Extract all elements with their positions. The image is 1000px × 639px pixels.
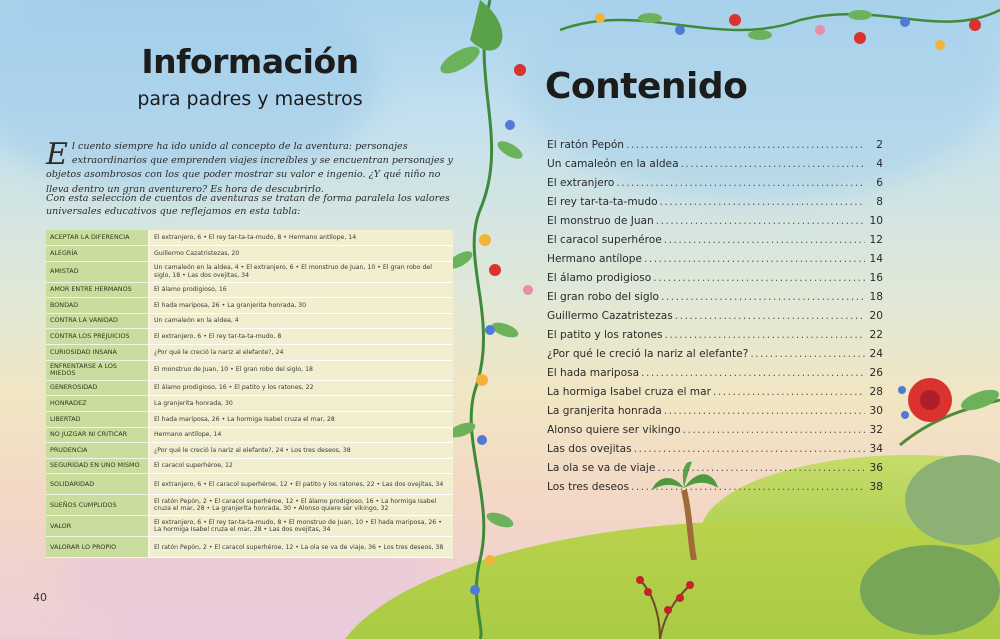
toc-entry[interactable] <box>547 424 883 443</box>
toc-entry-page: 4 <box>876 158 883 170</box>
intro-paragraph-2: Con esta selección de cuentos de aventuras se tratan de forma paralela los valores universales educativos que reflejamos en esta tabla: <box>46 193 450 217</box>
toc-entry[interactable] <box>547 177 883 196</box>
toc-entry-title: El álamo prodigioso <box>547 272 652 284</box>
toc-entry-page: 6 <box>876 177 883 189</box>
toc-leader-dots <box>713 386 865 398</box>
value-cell: CONTRA LA VANIDAD <box>46 313 149 329</box>
value-cell: ALEGRÍA <box>46 246 149 262</box>
value-cell: GENEROSIDAD <box>46 380 149 396</box>
intro-text: l cuento siempre ha ido unido al concepto de la aventura: personajes extraordinarios que emprenden viajes increíbles y se encuentran personajes y objetos asombrosos con los que poder mostrar su valor e ingenio. ¿Y qué niño no lleva dentro un gran aventurero? Es hora de descubrirlo. <box>46 141 453 195</box>
toc-entry-title: El gran robo del siglo <box>547 291 659 303</box>
toc-leader-dots <box>665 329 865 341</box>
table-row <box>46 443 453 459</box>
toc-entry[interactable] <box>547 272 883 291</box>
table-row <box>46 412 453 428</box>
toc-entry-title: El extranjero <box>547 177 615 189</box>
value-cell: ENFRENTARSE A LOS MIEDOS <box>46 360 149 380</box>
toc-entry[interactable] <box>547 405 883 424</box>
toc-leader-dots <box>616 177 865 189</box>
table-row <box>46 313 453 329</box>
page-title-info: Información <box>141 42 359 81</box>
stories-cell: El ratón Pepón, 2 • El caracol superhéroe, 12 • El álamo prodigioso, 16 • La hormiga Isabel cruza el mar, 28 • La granjerita honrada, 30 • Alonso quiere ser vikingo, 32 <box>149 495 453 516</box>
table-row <box>46 495 453 516</box>
toc-leader-dots <box>656 215 865 227</box>
stories-cell: El caracol superhéroe, 12 <box>149 458 453 474</box>
stories-cell: El ratón Pepón, 2 • El caracol superhéroe, 12 • La ola se va de viaje, 36 • Los tres deseos, 38 <box>149 537 453 558</box>
stories-cell: El extranjero, 6 • El rey tar-ta-ta-mudo, 8 • Hermano antílope, 14 <box>149 230 453 246</box>
toc-entry[interactable] <box>547 329 883 348</box>
toc-leader-dots <box>634 443 865 455</box>
toc-leader-dots <box>664 234 865 246</box>
toc-entry[interactable] <box>547 158 883 177</box>
toc-entry-title: Las dos ovejitas <box>547 443 632 455</box>
toc-entry-page: 10 <box>869 215 883 227</box>
table-row <box>46 261 453 282</box>
value-cell: LIBERTAD <box>46 412 149 428</box>
values-table <box>46 230 453 558</box>
toc-entry-page: 16 <box>869 272 883 284</box>
toc-entry-page: 8 <box>876 196 883 208</box>
toc-leader-dots <box>626 139 865 151</box>
toc-leader-dots <box>653 272 865 284</box>
toc-leader-dots <box>660 196 865 208</box>
toc-entry-title: Guillermo Cazatristezas <box>547 310 673 322</box>
toc-entry[interactable] <box>547 348 883 367</box>
table-row <box>46 230 453 246</box>
table-row <box>46 246 453 262</box>
toc-entry-title: El caracol superhéroe <box>547 234 662 246</box>
toc-leader-dots <box>641 367 865 379</box>
stories-cell: El álamo prodigioso, 16 <box>149 282 453 298</box>
berries-illustration <box>620 570 700 639</box>
toc-entry[interactable] <box>547 462 883 481</box>
toc-entry[interactable] <box>547 291 883 310</box>
stories-cell: Un camaleón en la aldea, 4 • El extranjero, 6 • El monstruo de Juan, 10 • El gran robo del siglo, 18 • Las dos ovejitas, 34 <box>149 261 453 282</box>
toc-entry-title: El monstruo de Juan <box>547 215 654 227</box>
toc-entry-page: 18 <box>869 291 883 303</box>
toc-entry[interactable] <box>547 215 883 234</box>
toc-leader-dots <box>657 462 865 474</box>
stories-cell: El hada mariposa, 26 • La granjerita honrada, 30 <box>149 298 453 314</box>
intro-paragraph <box>46 137 456 197</box>
toc-entry-title: La hormiga Isabel cruza el mar <box>547 386 711 398</box>
toc-entry-page: 26 <box>869 367 883 379</box>
value-cell: HONRADEZ <box>46 396 149 412</box>
toc-entry[interactable] <box>547 443 883 462</box>
toc-leader-dots <box>683 424 865 436</box>
stories-cell: Hermano antílope, 14 <box>149 427 453 443</box>
table-row <box>46 537 453 558</box>
toc-entry[interactable] <box>547 253 883 272</box>
value-cell: AMISTAD <box>46 261 149 282</box>
vine-illustration <box>440 0 560 639</box>
value-cell: NO JUZGAR NI CRITICAR <box>46 427 149 443</box>
value-cell: SEGURIDAD EN UNO MISMO <box>46 458 149 474</box>
toc-entry[interactable] <box>547 386 883 405</box>
table-row <box>46 427 453 443</box>
toc-entry-page: 14 <box>869 253 883 265</box>
stories-cell: ¿Por qué le creció la nariz al elefante?, 24 <box>149 345 453 361</box>
toc-entry-title: El ratón Pepón <box>547 139 625 151</box>
toc-leader-dots <box>631 481 865 493</box>
page-subtitle-info: para padres y maestros <box>137 88 363 110</box>
stories-cell: El extranjero, 6 • El rey tar-ta-ta-mudo, 8 <box>149 329 453 345</box>
toc-entry-title: La ola se va de viaje <box>547 462 656 474</box>
toc-entry-title: La granjerita honrada <box>547 405 662 417</box>
table-row <box>46 298 453 314</box>
stories-cell: El extranjero, 6 • El rey tar-ta-ta-mudo, 8 • El monstruo de Juan, 10 • El hada mariposa, 26 • La hormiga Isabel cruza el mar, 28 • Las dos ovejitas, 34 <box>149 516 453 537</box>
toc-entry-title: Alonso quiere ser vikingo <box>547 424 681 436</box>
toc-entry[interactable] <box>547 139 883 158</box>
toc-leader-dots <box>644 253 865 265</box>
toc-entry-page: 2 <box>876 139 883 151</box>
table-row <box>46 516 453 537</box>
toc-entry-page: 22 <box>869 329 883 341</box>
flower-illustration <box>890 360 1000 470</box>
toc-entry-title: El hada mariposa <box>547 367 640 379</box>
table-row <box>46 360 453 380</box>
page-title-contents: Contenido <box>545 66 748 107</box>
toc-entry-title: El patito y los ratones <box>547 329 663 341</box>
stories-cell: El monstruo de Juan, 10 • El gran robo del siglo, 18 <box>149 360 453 380</box>
table-row <box>46 345 453 361</box>
toc-leader-dots <box>750 348 865 360</box>
toc-entry[interactable] <box>547 234 883 253</box>
stories-cell: El extranjero, 6 • El caracol superhéroe, 12 • El patito y los ratones, 22 • Las dos ovejitas, 34 <box>149 474 453 495</box>
toc-entry-page: 12 <box>869 234 883 246</box>
value-cell: VALORAR LO PROPIO <box>46 537 149 558</box>
table-row <box>46 380 453 396</box>
stories-cell: Un camaleón en la aldea, 4 <box>149 313 453 329</box>
value-cell: BONDAD <box>46 298 149 314</box>
table-row <box>46 474 453 495</box>
page-number: 40 <box>33 591 47 604</box>
table-row <box>46 329 453 345</box>
toc-entry-title: Hermano antílope <box>547 253 642 265</box>
toc-entry-title: Un camaleón en la aldea <box>547 158 679 170</box>
toc-entry[interactable] <box>547 367 883 386</box>
toc-entry-page: 30 <box>869 405 883 417</box>
toc-entry-title: Los tres deseos <box>547 481 630 493</box>
stories-cell: El álamo prodigioso, 16 • El patito y los ratones, 22 <box>149 380 453 396</box>
stories-cell: La granjerita honrada, 30 <box>149 396 453 412</box>
table-row <box>46 282 453 298</box>
toc-entry-page: 34 <box>869 443 883 455</box>
toc-entry[interactable] <box>547 310 883 329</box>
value-cell: ACEPTAR LA DIFERENCIA <box>46 230 149 246</box>
toc-entry-page: 36 <box>869 462 883 474</box>
value-cell: PRUDENCIA <box>46 443 149 459</box>
toc-entry-title: El rey tar-ta-ta-mudo <box>547 196 658 208</box>
toc-leader-dots <box>675 310 865 322</box>
value-cell: SOLIDARIDAD <box>46 474 149 495</box>
toc-entry-page: 24 <box>869 348 883 360</box>
table-row <box>46 396 453 412</box>
stories-cell: ¿Por qué le creció la nariz al elefante?, 24 • Los tres deseos, 38 <box>149 443 453 459</box>
toc-entry-page: 20 <box>869 310 883 322</box>
toc-entry-title: ¿Por qué le creció la nariz al elefante? <box>547 348 749 360</box>
toc-entry[interactable] <box>547 481 883 500</box>
toc-leader-dots <box>664 405 865 417</box>
toc-entry-page: 32 <box>869 424 883 436</box>
toc-leader-dots <box>661 291 865 303</box>
drop-cap: E <box>46 137 68 172</box>
table-row <box>46 458 453 474</box>
value-cell: SUEÑOS CUMPLIDOS <box>46 495 149 516</box>
stories-cell: Guillermo Cazatristezas, 20 <box>149 246 453 262</box>
toc-leader-dots <box>681 158 865 170</box>
garland-illustration <box>560 0 1000 70</box>
toc-entry-page: 28 <box>869 386 883 398</box>
toc-entry[interactable] <box>547 196 883 215</box>
value-cell: CONTRA LOS PREJUICIOS <box>46 329 149 345</box>
table-of-contents <box>547 139 883 500</box>
value-cell: VALOR <box>46 516 149 537</box>
bush <box>860 545 1000 635</box>
value-cell: CURIOSIDAD INSANA <box>46 345 149 361</box>
toc-entry-page: 38 <box>869 481 883 493</box>
value-cell: AMOR ENTRE HERMANOS <box>46 282 149 298</box>
stories-cell: El hada mariposa, 26 • La hormiga Isabel cruza el mar, 28 <box>149 412 453 428</box>
